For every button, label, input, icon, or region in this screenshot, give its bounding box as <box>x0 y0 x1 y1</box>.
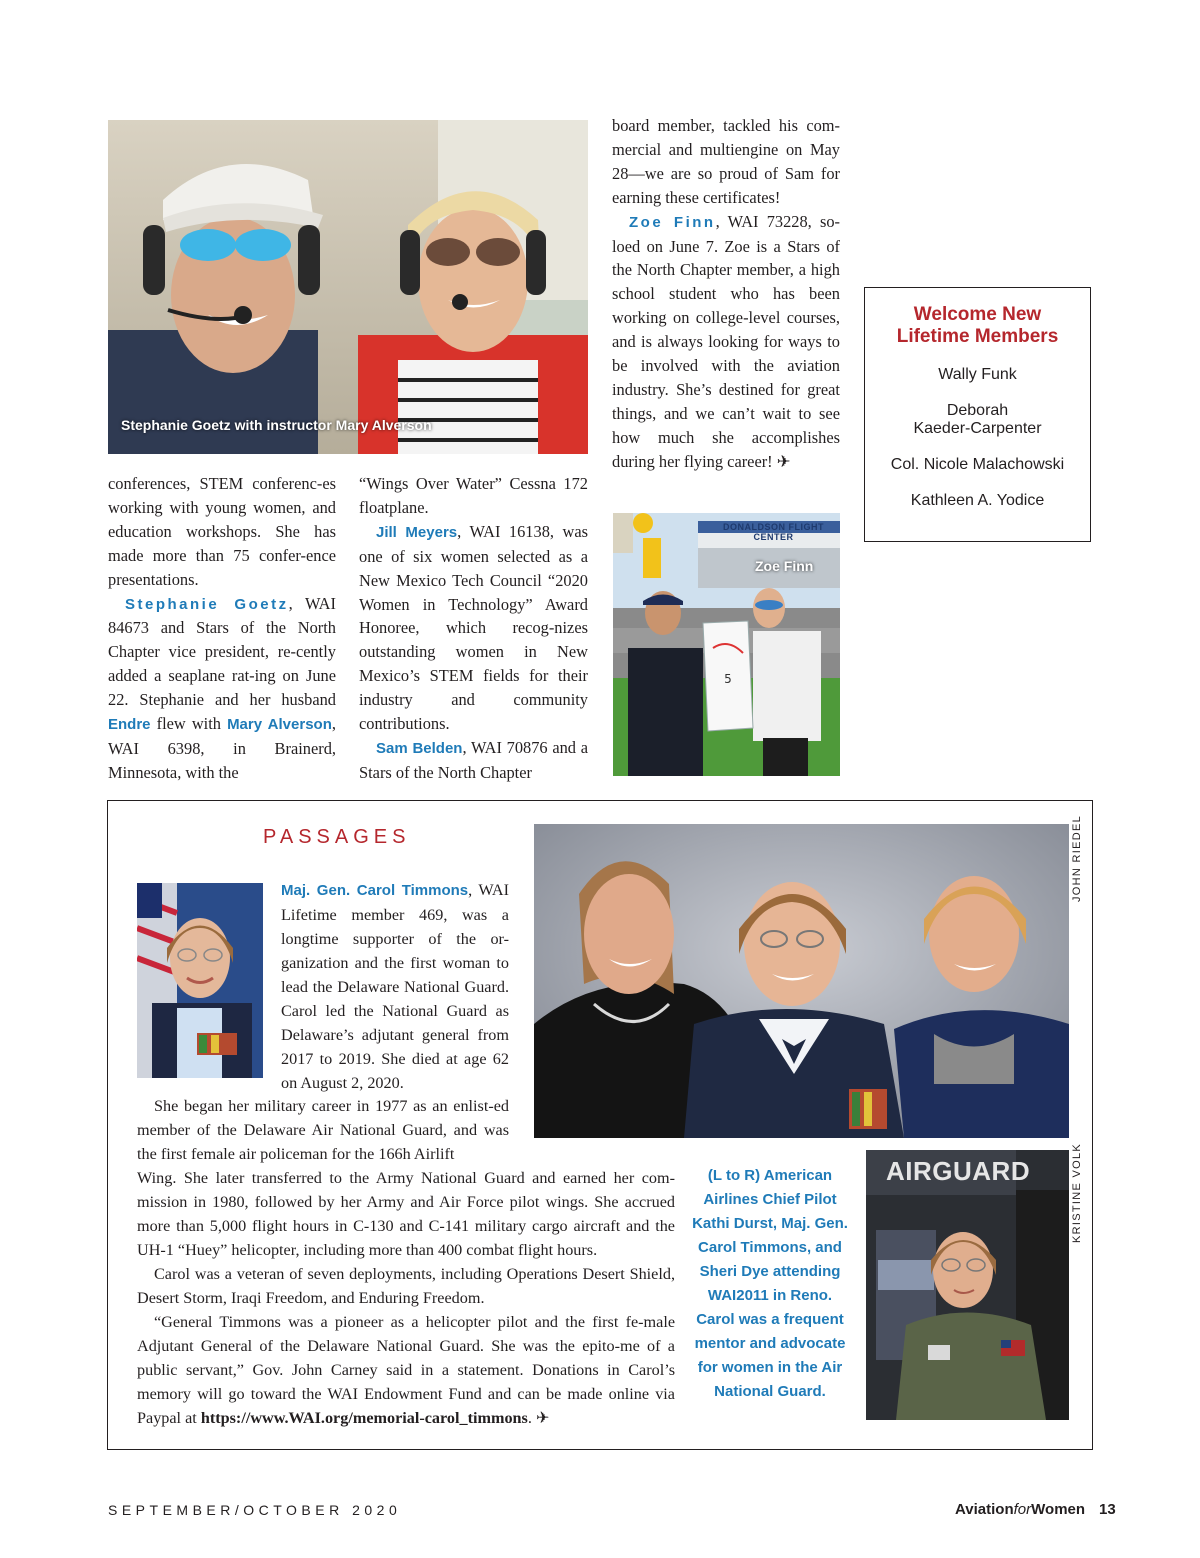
photo-credit: JOHN RIEDEL <box>1071 814 1083 902</box>
photo-caption: Stephanie Goetz with instructor Mary Alverson <box>121 417 432 433</box>
paragraph: “Wings Over Water” Cessna 172 floatplane. <box>359 474 588 517</box>
magazine-footer <box>955 1501 1116 1518</box>
person-name: Sam Belden <box>376 739 463 757</box>
member-name: Col. Nicole Malachowski <box>890 456 1065 473</box>
paragraph-text: , WAI 84673 and Stars of the North Chapter vice president, re-cently added a seaplane rat-ing on June 22. Stephanie and her husband <box>108 593 336 710</box>
paragraph: She began her military career in 1977 as an enlist-ed member of the Delaware Air National Guard, and was the first female air policeman for the 166h Airlift <box>137 1097 509 1163</box>
passages-intro <box>281 878 509 1095</box>
magazine-name: Aviation <box>955 1501 1014 1518</box>
issue-date: SEPTEMBER/OCTOBER 2020 <box>108 1502 402 1518</box>
paragraph-text: . ✈ <box>527 1409 550 1427</box>
paragraph: Wing. She later transferred to the Army National Guard and earned her com-mission in 1980, followed by her Army and Air Force pilot wings. She accrued more than 5,000 flight hours in C-130 and C-141 military cargo aircraft and the UH-1 “Huey” helicopter, including more than 400 combat flight hours. <box>137 1169 675 1259</box>
memorial-link[interactable]: https://www.WAI.org/memorial-carol_timmons <box>200 1409 528 1427</box>
sidebar-title <box>865 304 1090 348</box>
paragraph <box>359 736 588 785</box>
member-name: Wally Funk <box>938 366 1017 383</box>
person-name: Stephanie Goetz <box>125 595 289 613</box>
paragraph <box>137 1310 675 1430</box>
paragraph-text: , WAI 70876 and a Stars of the North Chapter <box>359 737 588 782</box>
paragraph-text: “General Timmons was a pioneer as a helicopter pilot and the first fe-male Adjutant General of the Delaware National Guard. She was the epito-me of a public servant,” Gov. John Carney said in a statement. Donations in Carol’s memory will go toward the WAI Endowment Fund and can be made online via Paypal at <box>137 1313 675 1427</box>
article-column-1 <box>108 472 336 785</box>
passages-body <box>137 1166 675 1430</box>
sidebar-title-line: Welcome New <box>913 304 1042 325</box>
photo-airguard-timmons <box>866 1150 1069 1420</box>
group-photo-caption: (L to R) American Airlines Chief Pilot Kathi Durst, Maj. Gen. Carol Timmons, and Sheri Dye attending WAI2011 in Reno. Carol was a frequent mentor and advocate for women in the Air National Guard. <box>692 1167 848 1400</box>
person-name: Maj. Gen. Carol Timmons <box>281 882 469 899</box>
passages-title: PASSAGES <box>263 826 411 848</box>
paragraph <box>612 210 840 474</box>
person-name: Jill Meyers <box>376 523 458 541</box>
svg-text:5: 5 <box>724 672 732 686</box>
sidebar-title-line: Lifetime Members <box>896 326 1059 347</box>
article-column-3 <box>612 114 840 474</box>
photo-credit: KRISTINE VOLK <box>1071 1142 1083 1243</box>
person-name: Zoe Finn <box>629 213 716 231</box>
portrait-carol-timmons <box>137 883 263 1078</box>
paragraph-text: , WAI 6398, in Brainerd, Minnesota, with the <box>108 714 336 782</box>
page-number: 13 <box>1099 1501 1116 1518</box>
paragraph-text: , WAI 73228, so-loed on June 7. Zoe is a Stars of the North Chapter member, a high school student who has been working on college-level courses, and is always looking for ways to be involved with the aviation industry. She’s destined for great things, and we can’t wait to see how much she accomplishes during her flying career! ✈ <box>612 211 840 471</box>
person-name: Endre <box>108 716 151 734</box>
member-name: Kathleen A. Yodice <box>910 492 1045 509</box>
photo-goetz-alverson <box>108 120 588 454</box>
lifetime-members-box <box>864 287 1091 542</box>
paragraph <box>108 592 336 785</box>
photo-group-wai2011 <box>534 824 1069 1138</box>
photo-caption: Zoe Finn <box>755 558 814 574</box>
airguard-sign: AIRGUARD <box>886 1156 1031 1186</box>
person-name: Mary Alverson <box>227 716 332 734</box>
article-column-2 <box>359 472 588 785</box>
magazine-name: for <box>1013 1501 1032 1518</box>
paragraph <box>359 520 588 736</box>
paragraph-text: , WAI Lifetime member 469, was a longtime supporter of the or-ganization and the first woman to lead the Delaware National Guard. Carol led the National Guard as Delaware’s adjutant general from 2017 to 2019. She died at age 62 on August 2, 2020. <box>281 881 509 1092</box>
magazine-name: Women <box>1031 1501 1086 1518</box>
passages-paragraph-2a <box>137 1094 509 1166</box>
paragraph: Carol was a veteran of seven deployments, including Operations Desert Shield, Desert Storm, Iraqi Freedom, and Enduring Freedom. <box>137 1265 675 1307</box>
member-name: Kaeder-Carpenter <box>913 420 1042 437</box>
paragraph-text: flew with <box>150 714 228 734</box>
photo-zoe-finn <box>613 513 840 776</box>
paragraph: board member, tackled his com-mercial and multiengine on May 28—we are so proud of Sam for earning these certificates! <box>612 116 840 207</box>
paragraph <box>281 878 509 1095</box>
paragraph: conferences, STEM conferenc-es working with young women, and education workshops. She has made more than 75 confer-ence presentations. <box>108 474 336 589</box>
building-sign: DONALDSON FLIGHT CENTER <box>723 522 824 542</box>
paragraph-text: , WAI 16138, was one of six women selected as a New Mexico Tech Council “2020 Women in Technology” Award Honoree, which recog-nizes outstanding women in New Mexico’s STEM fields for their industry and community contributions. <box>359 521 589 734</box>
member-name: Deborah <box>946 402 1009 419</box>
